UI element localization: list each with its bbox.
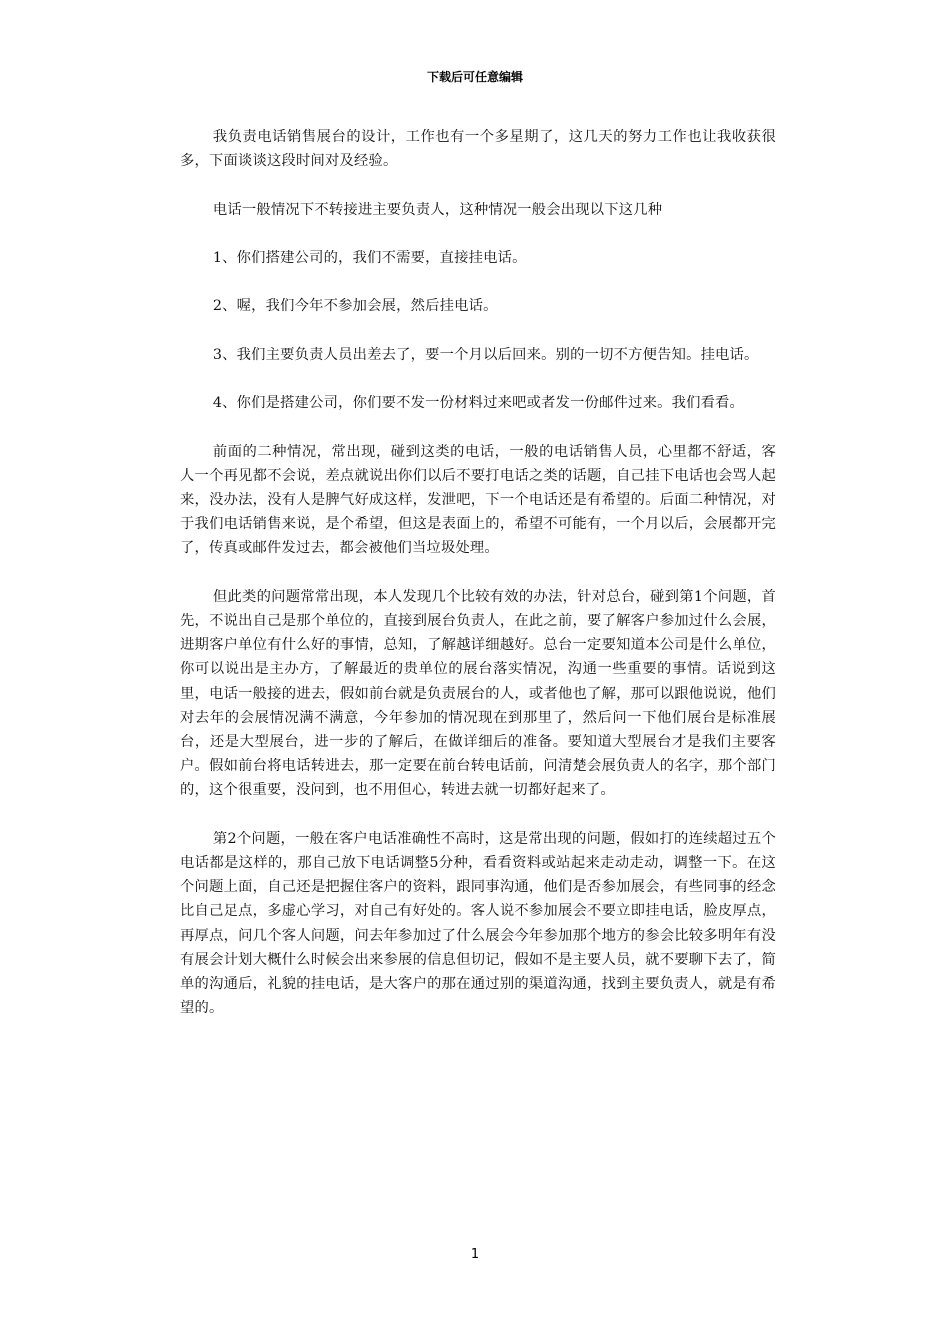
paragraph-analysis: 前面的二种情况，常出现，碰到这类的电话，一般的电话销售人员，心里都不舒适，客人一个再见都不会说，差点就说出你们以后不要打电话之类的话题，自己挂下电话也会骂人起来，没办法，没有人是脾气好成这样，发泄吧，下一个电话还是有希望的。后面二种情况，对于我们电话销售来说，是个希望，但这是表面上的，希望不可能有，一个月以后，会展都开完了，传真或邮件发过去，都会被他们当垃圾处理。 xyxy=(180,443,776,557)
paragraph-intro: 我负责电话销售展台的设计，工作也有一个多星期了，这几天的努力工作也让我收获很多，下面谈谈这段时间对及经验。 xyxy=(180,129,776,170)
paragraph-problem-1: 但此类的问题常常出现，本人发现几个比较有效的办法，针对总台，碰到第1个问题，首先，不说出自己是那个单位的，直接到展台负责人，在此之前，要了解客户参加过什么会展，进期客户单位有什么好的事情，总知，了解越详细越好。总台一定要知道本公司是什么单位，你可以说出是主办方，了解最近的贵单位的展台落实情况，沟通一些重要的事情。话说到这里，电话一般接的进去，假如前台就是负责展台的人，或者他也了解，那可以跟他说说，他们对去年的会展情况满不满意，今年参加的情况现在到那里了，然后问一下他们展台是标准展台，还是大型展台，进一步的了解后，在做详细后的准备。要知道大型展台才是我们主要客户。假如前台将电话转进去，那一定要在前台转电话前，问清楚会展负责人的名字，那个部门的，这个很重要，没问到，也不用但心，转进去就一切都好起来了。 xyxy=(180,588,776,799)
paragraph-situation-2: 2、喔，我们今年不参加会展，然后挂电话。 xyxy=(212,298,498,315)
paragraph-situations-lead: 电话一般情况下不转接进主要负责人，这种情况一般会出现以下这几种 xyxy=(212,201,663,218)
paragraph-situation-3: 3、我们主要负责人员出差去了，要一个月以后回来。别的一切不方便告知。挂电话。 xyxy=(212,346,759,363)
page-number: 1 xyxy=(470,1247,480,1262)
page-header-note: 下载后可任意编辑 xyxy=(426,70,523,84)
document-body xyxy=(180,125,776,1045)
paragraph-situation-1: 1、你们搭建公司的，我们不需要，直接挂电话。 xyxy=(212,249,527,266)
paragraph-problem-2: 第2个问题，一般在客户电话准确性不高时，这是常出现的问题，假如打的连续超过五个电话都是这样的，那自己放下电话调整5分种，看看资料或站起来走动走动，调整一下。在这个问题上面，自己还是把握住客户的资料，跟同事沟通，他们是否参加展会，有些同事的经念比自己足点，多虚心学习，对自己有好处的。客人说不参加展会不要立即挂电话，脸皮厚点，再厚点，问几个客人问题，问去年参加过了什么展会今年参加那个地方的参会比较多明年有没有展会计划大概什么时候会出来参展的信息但切记，假如不是主要人员，就不要聊下去了，简单的沟通后，礼貌的挂电话，是大客户的那在通过别的渠道沟通，找到主要负责人，就是有希望的。 xyxy=(180,830,776,1017)
paragraph-situation-4: 4、你们是搭建公司，你们要不发一份材料过来吧或者发一份邮件过来。我们看看。 xyxy=(212,395,745,412)
